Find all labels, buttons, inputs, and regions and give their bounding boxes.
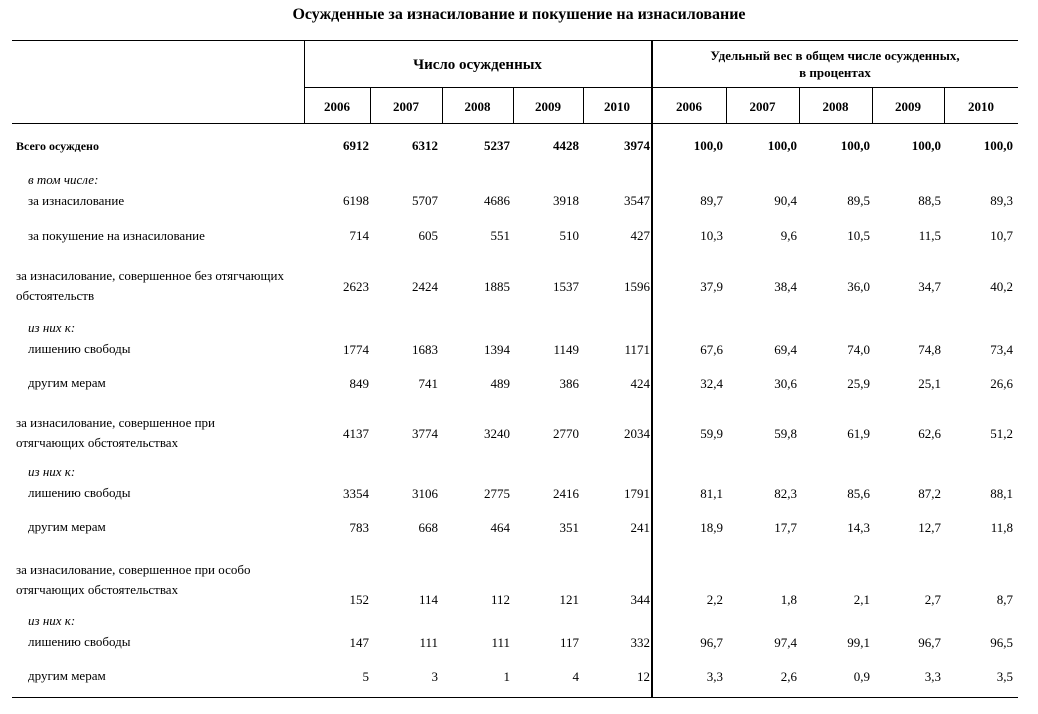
- share-cell: 81,1: [700, 486, 723, 501]
- row-label: в том числе:: [28, 172, 99, 187]
- row-label: лишению свободы: [28, 341, 131, 356]
- count-cell: 12: [637, 669, 650, 684]
- count-cell: 2775: [484, 486, 510, 501]
- share-cell: 100,0: [911, 138, 941, 153]
- share-cell: 17,7: [774, 520, 797, 535]
- count-cell: 147: [349, 635, 369, 650]
- share-cell: 1,8: [780, 592, 797, 607]
- section-divider: [651, 40, 653, 698]
- row-label: за изнасилование, совершенное без отягчающих обстоятельств: [16, 268, 284, 303]
- year-header-count: 2007: [393, 99, 419, 114]
- share-cell: 18,9: [700, 520, 723, 535]
- count-cell: 117: [559, 635, 579, 650]
- share-cell: 0,9: [853, 669, 870, 684]
- count-cell: 1885: [484, 279, 510, 294]
- share-cell: 97,4: [774, 635, 797, 650]
- count-cell: 3918: [553, 193, 579, 208]
- row-label: другим мерам: [28, 668, 106, 683]
- share-cell: 74,0: [847, 342, 870, 357]
- share-cell: 3,3: [706, 669, 723, 684]
- share-cell: 62,6: [918, 426, 941, 441]
- share-cell: 89,7: [700, 193, 723, 208]
- share-cell: 100,0: [693, 138, 723, 153]
- share-cell: 89,5: [847, 193, 870, 208]
- share-cell: 37,9: [700, 279, 723, 294]
- count-cell: 605: [418, 228, 438, 243]
- count-cell: 3547: [624, 193, 650, 208]
- share-cell: 88,1: [990, 486, 1013, 501]
- row-label: другим мерам: [28, 375, 106, 390]
- count-cell: 2770: [553, 426, 579, 441]
- count-cell: 1791: [624, 486, 650, 501]
- share-cell: 14,3: [847, 520, 870, 535]
- share-cell: 96,7: [918, 635, 941, 650]
- count-cell: 344: [630, 592, 650, 607]
- count-cell: 551: [490, 228, 510, 243]
- row-label: за покушение на изнасилование: [28, 228, 205, 243]
- share-cell: 100,0: [983, 138, 1013, 153]
- share-cell: 25,1: [918, 376, 941, 391]
- share-cell: 12,7: [918, 520, 941, 535]
- count-cell: 4428: [553, 138, 579, 153]
- year-header-count: 2008: [464, 99, 491, 114]
- count-cell: 3974: [624, 138, 650, 153]
- share-cell: 40,2: [990, 279, 1013, 294]
- share-cell: 100,0: [840, 138, 870, 153]
- count-cell: 6198: [343, 193, 369, 208]
- row-label: лишению свободы: [28, 634, 131, 649]
- count-cell: 3774: [412, 426, 438, 441]
- count-cell: 3354: [343, 486, 369, 501]
- header-bottom-border: [12, 123, 1018, 124]
- share-cell: 67,6: [700, 342, 723, 357]
- count-cell: 351: [559, 520, 579, 535]
- share-cell: 10,3: [700, 228, 723, 243]
- share-cell: 82,3: [774, 486, 797, 501]
- share-cell: 11,8: [990, 520, 1013, 535]
- row-label: из них к:: [28, 320, 76, 335]
- count-cell: 1: [503, 669, 510, 684]
- count-cell: 3: [431, 669, 438, 684]
- count-cell: 1537: [553, 279, 579, 294]
- count-cell: 1171: [624, 342, 650, 357]
- row-label: из них к:: [28, 464, 76, 479]
- share-cell: 85,6: [847, 486, 870, 501]
- count-cell: 5707: [412, 193, 438, 208]
- count-cell: 741: [418, 376, 438, 391]
- share-cell: 2,7: [924, 592, 941, 607]
- count-cell: 849: [349, 376, 369, 391]
- table-title: Осужденные за изнасилование и покушение на изнасилование: [292, 6, 746, 23]
- count-cell: 489: [490, 376, 510, 391]
- share-cell: 38,4: [774, 279, 797, 294]
- count-cell: 5: [362, 669, 369, 684]
- row-label: за изнасилование, совершенное при особо отягчающих обстоятельствах: [16, 562, 251, 597]
- count-cell: 1596: [624, 279, 650, 294]
- share-cell: 69,4: [774, 342, 797, 357]
- count-cell: 241: [630, 520, 650, 535]
- share-group-header: Удельный вес в общем числе осужденных, в процентах: [710, 48, 960, 80]
- share-cell: 59,9: [700, 426, 723, 441]
- count-cell: 464: [490, 520, 510, 535]
- row-label: за изнасилование: [28, 193, 125, 208]
- share-cell: 25,9: [847, 376, 870, 391]
- year-header-share: 2007: [749, 99, 776, 114]
- year-header-share: 2008: [822, 99, 849, 114]
- share-cell: 99,1: [847, 635, 870, 650]
- count-cell: 121: [559, 592, 579, 607]
- share-cell: 26,6: [990, 376, 1013, 391]
- count-cell: 4686: [484, 193, 510, 208]
- count-cell: 6912: [343, 138, 369, 153]
- share-cell: 100,0: [767, 138, 797, 153]
- share-cell: 32,4: [700, 376, 723, 391]
- share-cell: 74,8: [918, 342, 941, 357]
- row-label: другим мерам: [28, 519, 106, 534]
- year-header-count: 2006: [324, 99, 350, 114]
- year-header-count: 2009: [535, 99, 561, 114]
- count-cell: 1394: [484, 342, 510, 357]
- share-cell: 9,6: [780, 228, 797, 243]
- row-label: из них к:: [28, 613, 76, 628]
- share-cell: 36,0: [847, 279, 870, 294]
- share-cell: 87,2: [918, 486, 941, 501]
- count-cell: 3106: [412, 486, 438, 501]
- share-cell: 73,4: [990, 342, 1013, 357]
- count-cell: 386: [559, 376, 579, 391]
- row-label: лишению свободы: [28, 485, 131, 500]
- share-cell: 2,2: [706, 592, 723, 607]
- count-cell: 2424: [412, 279, 438, 294]
- year-header-count: 2010: [604, 99, 630, 114]
- count-cell: 4137: [343, 426, 369, 441]
- group-header-divider: [304, 87, 1018, 88]
- row-label: за изнасилование, совершенное при отягчающих обстоятельствах: [16, 415, 215, 450]
- count-cell: 2416: [553, 486, 579, 501]
- share-cell: 88,5: [918, 193, 941, 208]
- share-cell: 3,3: [924, 669, 941, 684]
- count-cell: 332: [630, 635, 650, 650]
- count-cell: 510: [559, 228, 579, 243]
- count-cell: 3240: [484, 426, 510, 441]
- year-header-share: 2006: [676, 99, 702, 114]
- count-cell: 4: [572, 669, 579, 684]
- share-cell: 10,7: [990, 228, 1013, 243]
- share-cell: 8,7: [996, 592, 1013, 607]
- count-cell: 424: [630, 376, 650, 391]
- share-cell: 30,6: [774, 376, 797, 391]
- share-cell: 11,5: [918, 228, 941, 243]
- count-cell: 2623: [343, 279, 369, 294]
- share-cell: 89,3: [990, 193, 1013, 208]
- count-cell: 6312: [412, 138, 438, 153]
- count-cell: 111: [491, 635, 510, 650]
- share-cell: 96,5: [990, 635, 1013, 650]
- share-cell: 10,5: [847, 228, 870, 243]
- table-bottom-border: [12, 697, 1018, 698]
- count-cell: 5237: [484, 138, 510, 153]
- share-cell: 34,7: [918, 279, 941, 294]
- share-cell: 61,9: [847, 426, 870, 441]
- year-header-share: 2009: [895, 99, 921, 114]
- count-group-header: Число осужденных: [413, 57, 542, 73]
- count-cell: 114: [418, 592, 438, 607]
- count-cell: 1683: [412, 342, 438, 357]
- count-cell: 2034: [624, 426, 650, 441]
- count-cell: 111: [419, 635, 438, 650]
- table-top-border: [12, 40, 1018, 41]
- count-cell: 112: [490, 592, 510, 607]
- share-cell: 59,8: [774, 426, 797, 441]
- share-cell: 90,4: [774, 193, 797, 208]
- share-cell: 2,1: [853, 592, 870, 607]
- year-header-share: 2010: [968, 99, 994, 114]
- share-cell: 51,2: [990, 426, 1013, 441]
- share-cell: 3,5: [996, 669, 1013, 684]
- count-cell: 1774: [343, 342, 369, 357]
- count-cell: 427: [630, 228, 650, 243]
- share-cell: 2,6: [780, 669, 797, 684]
- share-cell: 96,7: [700, 635, 723, 650]
- count-cell: 668: [418, 520, 438, 535]
- count-cell: 1149: [553, 342, 579, 357]
- count-cell: 783: [349, 520, 369, 535]
- row-label: Всего осуждено: [16, 139, 99, 153]
- count-cell: 152: [349, 592, 369, 607]
- count-cell: 714: [349, 228, 369, 243]
